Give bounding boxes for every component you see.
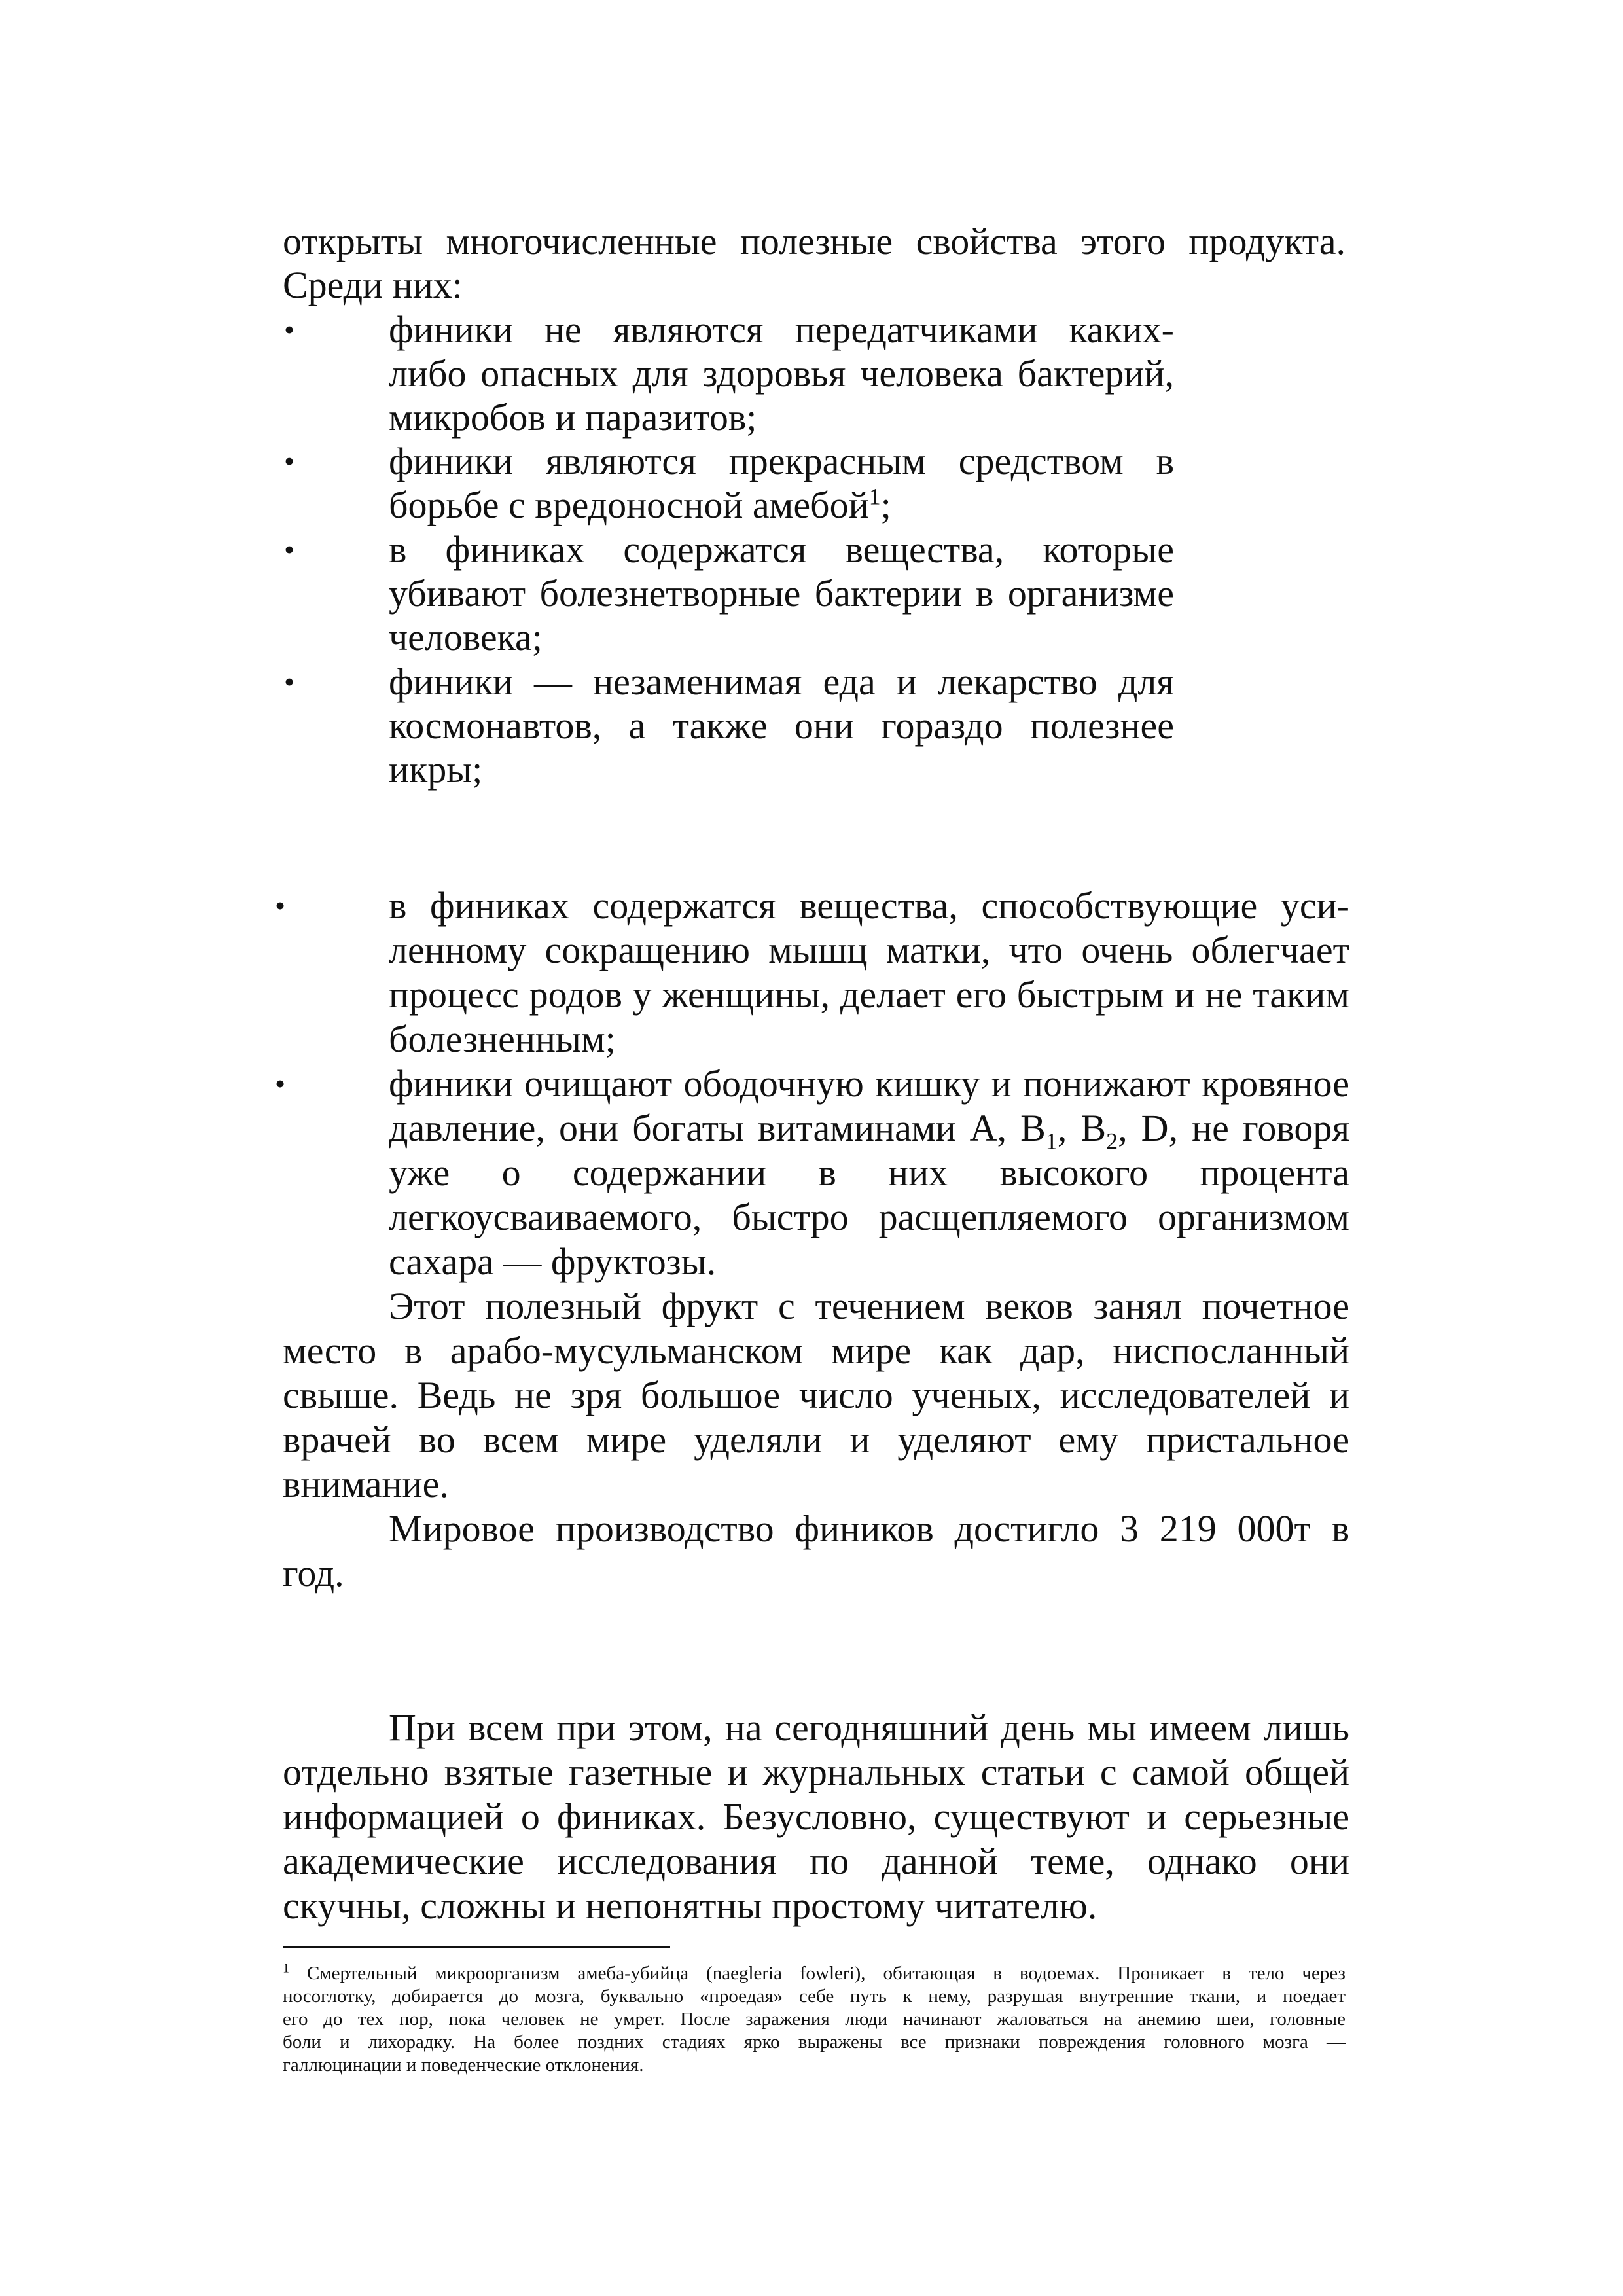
list-item-line: икры; xyxy=(389,748,483,791)
list-item-line: убивают болезнетворные бактерии в организме xyxy=(389,572,1174,615)
body-line: При всем при этом, на сегодняшний день мы имеем лишь xyxy=(389,1706,1349,1749)
subscript: 2 xyxy=(1106,1128,1118,1151)
footnote-line: его до тех пор, пока человек не умрет. После заражения люди начинают жаловаться на анемию шеи, головные xyxy=(283,2009,1346,2030)
list-item-text: ; xyxy=(880,484,891,526)
body-line: академические исследования по данной теме, однако они xyxy=(283,1840,1349,1882)
subscript: 1 xyxy=(1045,1128,1058,1151)
bullet-marker: • xyxy=(284,533,295,566)
body-line: Мировое производство фиников достигло 3 219 000т в xyxy=(389,1507,1349,1550)
list-item-line xyxy=(389,483,891,528)
body-line: Этот полезный фрукт с течением веков занял почетное xyxy=(389,1285,1349,1327)
list-item-line: легкоусваиваемого, быстро расщепляемого организмом xyxy=(389,1196,1349,1238)
body-line: врачей во всем мире уделяли и уделяют ему пристальное xyxy=(283,1418,1349,1461)
footnote-reference[interactable]: 1 xyxy=(868,483,881,510)
body-line: год. xyxy=(283,1552,344,1594)
footnote-text: Смертельный микроорганизм амеба-убийца (naegleria fowleri), обитающая в водоемах. Проникает в тело через xyxy=(289,1963,1346,1984)
body-line: отдельно взятые газетные и журнальных статьи с самой общей xyxy=(283,1751,1349,1793)
list-item-text: , В xyxy=(1057,1107,1107,1149)
bullet-marker: • xyxy=(284,313,295,346)
list-item-line: финики — незаменимая еда и лекарство для xyxy=(389,660,1174,703)
footnote-line: боли и лихорадку. На более поздних стадиях ярко выражены все признаки повреждения головного мозга — xyxy=(283,2032,1346,2053)
list-item-line: процесс родов у женщины, делает его быстрым и не таким xyxy=(389,973,1349,1016)
bullet-marker: • xyxy=(284,444,295,478)
list-item-line: уже о содержании в них высокого процента xyxy=(389,1151,1349,1194)
footnote-marker: 1 xyxy=(283,1962,289,1976)
list-item-text: борьбе с вредоносной амебой xyxy=(389,484,869,526)
list-item-line: микробов и паразитов; xyxy=(389,396,757,439)
list-item-line xyxy=(389,1106,1349,1151)
list-item-line: финики являются прекрасным средством в xyxy=(389,440,1174,482)
body-line: скучны, сложны и непонятны простому читателю. xyxy=(283,1884,1097,1927)
body-line: свыше. Ведь не зря большое число ученых, исследователей и xyxy=(283,1374,1349,1416)
bullet-marker: • xyxy=(275,1067,286,1100)
list-item-line: человека; xyxy=(389,616,543,658)
footnote-line: галлюцинации и поведенческие отклонения. xyxy=(283,2054,644,2075)
footnote-separator xyxy=(283,1946,670,1948)
bullet-marker: • xyxy=(275,889,286,922)
body-line: Среди них: xyxy=(283,264,463,306)
body-line: информацией о финиках. Безусловно, существуют и серьезные xyxy=(283,1795,1349,1838)
list-item-line: финики очищают ободочную кишку и понижают кровяное xyxy=(389,1062,1349,1105)
bullet-marker: • xyxy=(284,665,295,698)
body-line: место в арабо-мусульманском мире как дар, ниспосланный xyxy=(283,1329,1349,1372)
list-item-line: либо опасных для здоровья человека бактерий, xyxy=(389,352,1174,395)
list-item-text: , D, не говоря xyxy=(1118,1107,1349,1149)
body-line: открыты многочисленные полезные свойства этого продукта. xyxy=(283,220,1346,262)
list-item-line: болезненным; xyxy=(389,1018,616,1060)
list-item-line: сахара — фруктозы. xyxy=(389,1240,717,1283)
footnote-line: носоглотку, добирается до мозга, буквально «проедая» себе путь к нему, разрушая внутренние ткани, и поедает xyxy=(283,1986,1346,2007)
list-item-line: космонавтов, а также они гораздо полезнее xyxy=(389,704,1174,747)
list-item-line: в финиках содержатся вещества, способствующие уси- xyxy=(389,884,1349,927)
list-item-text: давление, они богаты витаминами А, В xyxy=(389,1107,1046,1149)
body-line: внимание. xyxy=(283,1463,449,1505)
list-item-line: в финиках содержатся вещества, которые xyxy=(389,528,1174,571)
list-item-line: ленному сокращению мышц матки, что очень облегчает xyxy=(389,929,1349,971)
list-item-line: финики не являются передатчиками каких- xyxy=(389,308,1174,351)
footnote-line xyxy=(283,1962,1346,1984)
